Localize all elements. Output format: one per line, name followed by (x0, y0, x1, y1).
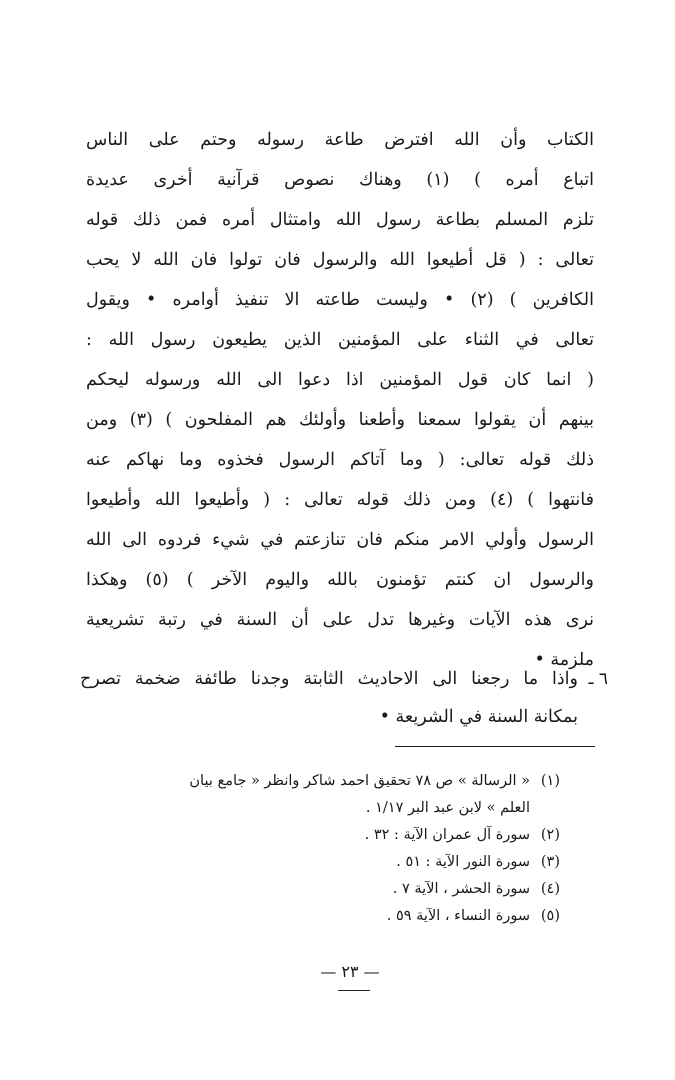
footnote-item (100, 822, 560, 849)
footnote-number: (٥) (540, 908, 560, 924)
body-line: تعالى : ( قل أطيعوا الله والرسول فان تولوا فان الله لا يحب (86, 250, 594, 270)
footnote-text: سورة الحشر ، الآية ٧ . (392, 881, 530, 897)
numbered-paragraph-6 (80, 660, 608, 736)
footnote-number: (٤) (540, 881, 560, 897)
body-line: ذلك قوله تعالى: ( وما آتاكم الرسول فخذوه وما نهاكم عنه (86, 450, 594, 470)
paragraph-line: بمكانة السنة في الشريعة • (379, 707, 578, 727)
footnote-text: « الرسالة » ص ٧٨ تحقيق احمد شاكر وانظر « جامع بيان (189, 773, 530, 789)
body-line: نرى هذه الآيات وغيرها تدل على أن السنة في رتبة تشريعية (86, 610, 594, 630)
paragraph-number: ٦ ـ (588, 669, 608, 689)
footnote-item (100, 768, 560, 795)
body-line: اتباع أمره ) (١) وهناك نصوص قرآنية أخرى عديدة (86, 170, 594, 190)
body-line: الكافرين ) (٢) • وليست طاعته الا تنفيذ أوامره • ويقول (86, 290, 594, 310)
body-line: فانتهوا ) (٤) ومن ذلك قوله تعالى : ( وأطيعوا الله وأطيعوا (86, 490, 594, 510)
body-line: والرسول ان كنتم تؤمنون بالله واليوم الآخر ) (٥) وهكذا (86, 570, 594, 590)
page-number: — ٢٣ — (320, 962, 380, 981)
footnote-number: (٣) (540, 854, 560, 870)
paragraph-line: واذا ما رجعنا الى الاحاديث الثابتة وجدنا طائفة ضخمة تصرح (80, 669, 578, 689)
main-body-text (86, 120, 594, 680)
footnotes (100, 768, 560, 930)
footnote-text: سورة آل عمران الآية : ٣٢ . (364, 827, 530, 843)
footnote-item (100, 876, 560, 903)
footnote-item (100, 903, 560, 930)
paragraph-number-spacer (578, 698, 608, 736)
body-line: الكتاب وأن الله افترض طاعة رسوله وحتم على الناس (86, 130, 594, 150)
body-line: ( انما كان قول المؤمنين اذا دعوا الى الله ورسوله ليحكم (86, 370, 594, 390)
footnote-number: (١) (540, 773, 560, 789)
footnote-text: سورة النساء ، الآية ٥٩ . (386, 908, 530, 924)
footnote-item (100, 849, 560, 876)
body-line: بينهم أن يقولوا سمعنا وأطعنا وأولئك هم المفلحون ) (٣) ومن (86, 410, 594, 430)
footnote-continuation: العلم » لابن عبد البر ١/١٧ . (365, 800, 530, 816)
body-line: تعالى في الثناء على المؤمنين الذين يطيعون رسول الله : (86, 330, 594, 350)
footnote-divider (395, 746, 595, 747)
body-line: ملزمة • (534, 650, 594, 670)
footnote-text: سورة النور الآية : ٥١ . (396, 854, 530, 870)
footnote-number: (٢) (540, 827, 560, 843)
page-number-underline (338, 990, 370, 991)
body-line: تلزم المسلم بطاعة رسول الله وامتثال أمره فمن ذلك قوله (86, 210, 594, 230)
body-line: الرسول وأولي الامر منكم فان تنازعتم في شيء فردوه الى الله (86, 530, 594, 550)
